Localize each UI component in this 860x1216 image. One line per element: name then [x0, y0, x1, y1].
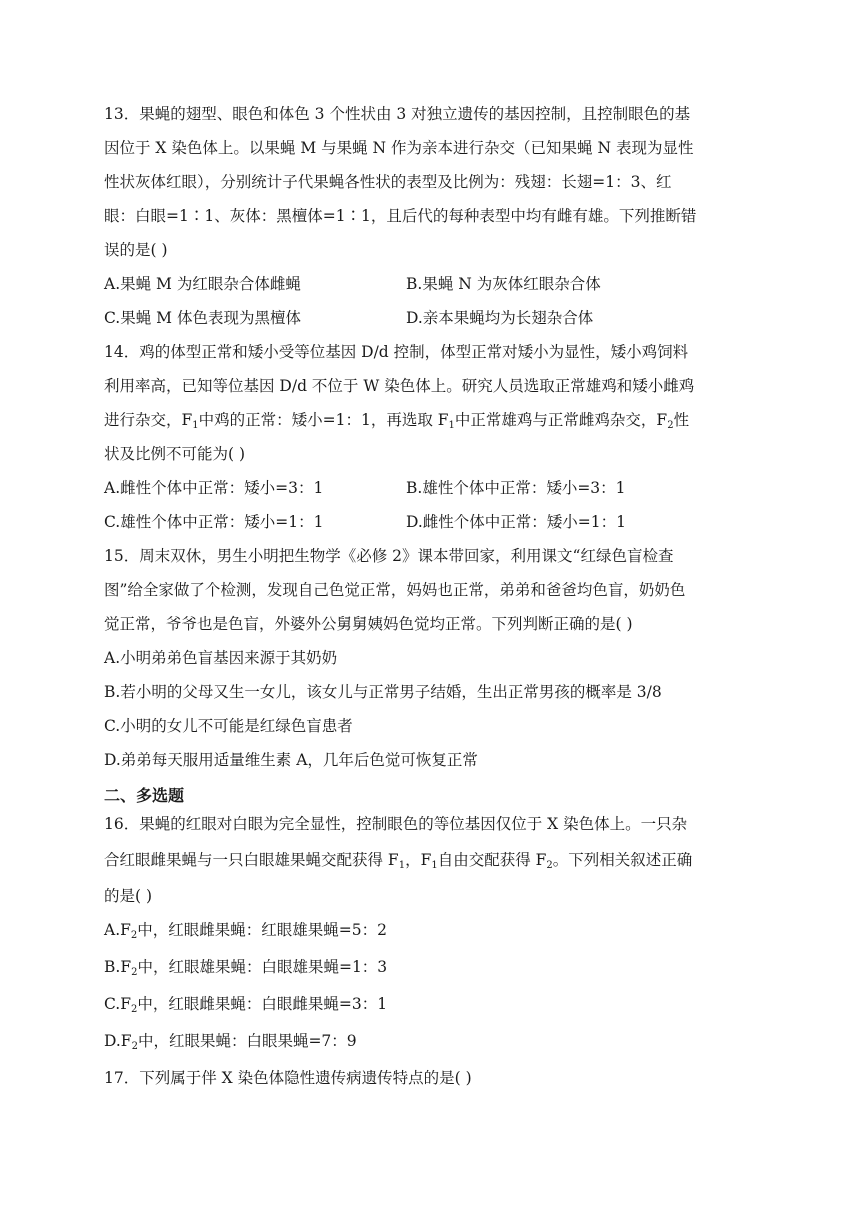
q13-option-a: A.果蝇 M 为红眼杂合体雌蝇 [104, 275, 301, 293]
q15-option-c: C.小明的女儿不可能是红绿色盲患者 [104, 717, 353, 735]
q16-line-2: 合红眼雌果蝇与一只白眼雄果蝇交配获得 $F_1$，$F_1$自由交配获得 $F_2$。下列相关叙述正确 [104, 851, 693, 871]
q13-option-b: B.果蝇 N 为灰体红眼杂合体 [406, 275, 601, 293]
q15-option-a: A.小明弟弟色盲基因来源于其奶奶 [104, 649, 338, 667]
q14-option-c: C.雄性个体中正常：矮小=1：1 [104, 513, 324, 531]
q16-line-3: 的是( ) [104, 887, 153, 905]
section-heading: 二、多选题 [104, 786, 185, 805]
q14-option-a: A.雌性个体中正常：矮小=3：1 [104, 479, 324, 497]
q13-line-4: 眼：白眼=1∶1、灰体：黑檀体=1∶1，且后代的每种表型中均有雌有雄。下列推断错 [104, 207, 697, 225]
q13-line-5: 误的是( ) [104, 241, 168, 259]
q13-line-3: 性状灰体红眼），分别统计子代果蝇各性状的表型及比例为：残翅：长翅=1：3、红 [104, 173, 672, 191]
q15-line-3: 觉正常，爷爷也是色盲，外婆外公舅舅姨妈色觉均正常。下列判断正确的是( ) [104, 615, 633, 633]
q14-line-3: 进行杂交，$F_1$中鸡的正常：矮小=1：1，再选取 $F_1$中正常雄鸡与正常雌鸡杂交，$F_2$性 [104, 411, 690, 431]
q15-option-d: D.弟弟每天服用适量维生素 A，几年后色觉可恢复正常 [104, 751, 478, 769]
q17-line-1: 17．下列属于伴 X 染色体隐性遗传病遗传特点的是( ) [104, 1069, 472, 1087]
q16-option-b: $B.F_2$中，红眼雄果蝇：白眼雄果蝇=1：3 [104, 958, 388, 978]
q14-line-1: 14．鸡的体型正常和矮小受等位基因 D/d 控制，体型正常对矮小为显性，矮小鸡饲料 [104, 343, 689, 361]
q15-line-1: 15．周末双休，男生小明把生物学《必修 2》课本带回家，利用课文“红绿色盲检查 [104, 547, 674, 565]
q13-option-d: D.亲本果蝇均为长翅杂合体 [406, 309, 594, 327]
q15-option-b: B.若小明的父母又生一女儿，该女儿与正常男子结婚，生出正常男孩的概率是 3/8 [104, 683, 662, 701]
q16-line-1: 16．果蝇的红眼对白眼为完全显性，控制眼色的等位基因仅位于 X 染色体上。一只杂 [104, 815, 688, 833]
q14-option-d: D.雌性个体中正常：矮小=1：1 [406, 513, 627, 531]
q14-line-2: 利用率高，已知等位基因 D/d 不位于 W 染色体上。研究人员选取正常雄鸡和矮小雌鸡 [104, 377, 695, 395]
q15-line-2: 图”给全家做了个检测，发现自己色觉正常，妈妈也正常，弟弟和爸爸均色盲，奶奶色 [104, 581, 686, 599]
q13-line-2: 因位于 X 染色体上。以果蝇 M 与果蝇 N 作为亲本进行杂交（已知果蝇 N 表现为显性 [104, 139, 694, 157]
q14-line-4: 状及比例不可能为( ) [104, 445, 246, 463]
q14-option-b: B.雄性个体中正常：矮小=3：1 [406, 479, 626, 497]
q13-line-1: 13．果蝇的翅型、眼色和体色 3 个性状由 3 对独立遗传的基因控制，且控制眼色的基 [104, 105, 691, 123]
q16-option-d: $D.F_2$中，红眼果蝇：白眼果蝇=7：9 [104, 1032, 357, 1052]
q16-option-c: $C.F_2$中，红眼雌果蝇：白眼雌果蝇=3：1 [104, 995, 388, 1015]
q13-option-c: C.果蝇 M 体色表现为黑檀体 [104, 309, 301, 327]
q16-option-a: $A.F_2$中，红眼雌果蝇：红眼雄果蝇=5：2 [104, 921, 387, 941]
